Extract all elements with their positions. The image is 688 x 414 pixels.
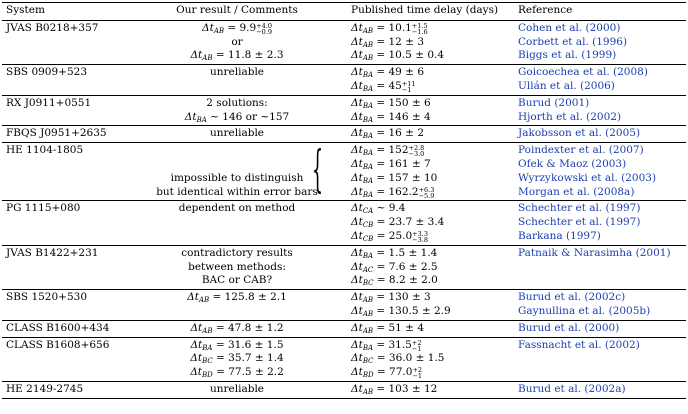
image-pair-subscript: BA bbox=[362, 115, 374, 124]
delay-value: ∼ 9.4 bbox=[373, 202, 406, 215]
delta-symbol: Δt bbox=[190, 321, 203, 334]
delta-symbol: Δt bbox=[351, 144, 363, 157]
upper-error: +1.5 bbox=[411, 21, 428, 30]
published-delay bbox=[351, 261, 438, 274]
published-delay bbox=[351, 66, 424, 79]
published-delay bbox=[351, 144, 424, 157]
delta-symbol: Δt bbox=[202, 21, 214, 34]
upper-error: +4.0 bbox=[256, 21, 272, 30]
reference-link[interactable]: Burud et al. (2002c) bbox=[518, 291, 626, 304]
delta-symbol: Δt bbox=[190, 49, 203, 62]
delay-value: = 36.0 ± 1.5 bbox=[373, 352, 445, 365]
image-pair-subscript: BD bbox=[362, 371, 374, 380]
delay-value: = 125.8 ± 2.1 bbox=[209, 291, 287, 304]
image-pair-subscript: BA bbox=[196, 115, 207, 124]
reference-link[interactable]: Morgan et al. (2008a) bbox=[518, 185, 635, 198]
upper-error: +2 bbox=[411, 338, 422, 347]
published-delay bbox=[351, 202, 405, 215]
table-row bbox=[2, 290, 686, 320]
result-line bbox=[126, 339, 348, 352]
delay-value: = 8.2 ± 2.0 bbox=[373, 274, 438, 287]
delta-symbol: Δt bbox=[351, 229, 363, 242]
result-line: dependent on method bbox=[178, 202, 296, 215]
error-bounds bbox=[412, 23, 428, 35]
delta-symbol: Δt bbox=[351, 21, 363, 34]
delta-symbol: Δt bbox=[184, 110, 197, 123]
upper-error: +2.8 bbox=[408, 144, 425, 153]
delta-symbol: Δt bbox=[351, 202, 363, 215]
brace-symbol: { bbox=[312, 140, 324, 199]
image-pair-subscript: BA bbox=[202, 343, 213, 352]
reference-link[interactable]: Biggs et al. (1999) bbox=[518, 49, 617, 62]
table-row bbox=[2, 321, 686, 337]
table-row bbox=[2, 140, 686, 200]
system-name: SBS 1520+530 bbox=[6, 291, 88, 304]
delta-symbol: Δt bbox=[351, 157, 363, 170]
delay-value: = 150 ± 6 bbox=[373, 96, 431, 109]
image-pair-subscript: BA bbox=[362, 101, 374, 110]
image-pair-subscript: BA bbox=[362, 343, 374, 352]
image-pair-subscript: AB bbox=[202, 326, 213, 335]
error-bounds bbox=[419, 187, 435, 199]
error-bounds bbox=[412, 340, 422, 352]
published-delay bbox=[351, 366, 422, 379]
error-bounds bbox=[412, 231, 428, 243]
delta-symbol: Δt bbox=[351, 216, 363, 229]
published-delay bbox=[351, 158, 431, 171]
delay-value: = 162.2 bbox=[373, 185, 419, 198]
delay-value: = 161 ± 7 bbox=[373, 157, 431, 170]
published-delay bbox=[351, 36, 424, 49]
delay-value: = 49 ± 6 bbox=[373, 66, 425, 79]
delay-value: = 152 bbox=[373, 144, 409, 157]
result-line: but identical within error bars bbox=[156, 185, 318, 198]
table-row bbox=[2, 382, 686, 398]
image-pair-subscript: BC bbox=[362, 357, 374, 366]
reference-link[interactable]: Goicoechea et al. (2008) bbox=[518, 66, 648, 79]
published-delay bbox=[351, 291, 431, 304]
result-line: impossible to distinguish bbox=[170, 171, 304, 184]
reference-link[interactable]: Patnaik & Narasimha (2001) bbox=[518, 246, 671, 259]
delta-symbol: Δt bbox=[351, 49, 363, 62]
image-pair-subscript: BC bbox=[202, 357, 213, 366]
reference-link[interactable]: Gaynullina et al. (2005b) bbox=[518, 304, 651, 317]
system-name: JVAS B0218+357 bbox=[6, 21, 99, 34]
image-pair-subscript: BA bbox=[362, 149, 374, 158]
system-name: PG 1115+080 bbox=[6, 202, 81, 215]
result-line: unreliable bbox=[209, 127, 265, 140]
published-delay bbox=[351, 352, 444, 365]
delay-value: ∼ 146 or ∼157 bbox=[206, 110, 290, 123]
upper-error: +11 bbox=[401, 79, 416, 88]
lower-error: −3.0 bbox=[408, 150, 425, 159]
delay-value: = 23.7 ± 3.4 bbox=[373, 216, 445, 229]
delay-value: = 103 ± 12 bbox=[373, 383, 438, 395]
image-pair-subscript: AB bbox=[198, 296, 210, 305]
delay-value: = 12 ± 3 bbox=[373, 35, 425, 48]
image-pair-subscript: BA bbox=[362, 176, 374, 185]
image-pair-subscript: AB bbox=[213, 26, 225, 35]
result-line: or bbox=[231, 35, 243, 48]
published-delay bbox=[351, 49, 444, 62]
image-pair-subscript: AB bbox=[362, 326, 374, 335]
result-line: between methods: bbox=[188, 260, 286, 273]
error-bounds bbox=[256, 23, 272, 35]
reference-link[interactable]: Schechter et al. (1997) bbox=[518, 202, 641, 215]
error-bounds bbox=[409, 145, 425, 157]
lower-error: −3.8 bbox=[412, 235, 428, 244]
delta-symbol: Δt bbox=[351, 246, 363, 259]
upper-error: +2 bbox=[412, 366, 423, 375]
image-pair-subscript: BA bbox=[362, 251, 374, 260]
reference-link[interactable]: Corbett et al. (1996) bbox=[518, 35, 628, 48]
header-published: Published time delay (days) bbox=[351, 4, 499, 16]
image-pair-subscript: BA bbox=[362, 132, 374, 141]
result-line: contradictory results bbox=[181, 246, 293, 259]
system-name: SBS 0909+523 bbox=[6, 66, 88, 79]
table-row bbox=[2, 201, 686, 244]
header-system: System bbox=[6, 4, 45, 16]
header-result: Our result / Comments bbox=[176, 4, 298, 16]
reference-link[interactable]: Barkana (1997) bbox=[518, 229, 601, 242]
result-line bbox=[126, 322, 348, 335]
delta-symbol: Δt bbox=[351, 171, 363, 184]
image-pair-subscript: AB bbox=[362, 26, 374, 35]
delta-symbol: Δt bbox=[351, 260, 363, 273]
result-line: unreliable bbox=[209, 66, 265, 79]
lower-error: −5.9 bbox=[418, 191, 435, 200]
reference-link[interactable]: Schechter et al. (1997) bbox=[518, 216, 641, 229]
delay-value: = 1.5 ± 1.4 bbox=[373, 246, 438, 259]
image-pair-subscript: AB bbox=[202, 54, 213, 63]
lower-error: −1 bbox=[401, 85, 412, 94]
published-delay bbox=[351, 305, 451, 318]
published-delay bbox=[351, 97, 431, 110]
delay-value: = 51 ± 4 bbox=[373, 321, 425, 334]
result-line bbox=[126, 352, 348, 365]
delay-value: = 11.8 ± 2.3 bbox=[212, 49, 284, 62]
published-delay bbox=[351, 247, 437, 260]
published-delay bbox=[351, 80, 416, 93]
image-pair-subscript: BA bbox=[362, 190, 374, 199]
delta-symbol: Δt bbox=[351, 127, 363, 140]
published-delay bbox=[351, 172, 437, 185]
system-name: HE 2149-2745 bbox=[6, 383, 84, 395]
table-row bbox=[2, 21, 686, 64]
delay-value: = 146 ± 4 bbox=[373, 110, 431, 123]
delay-value: = 31.6 ± 1.5 bbox=[212, 338, 284, 351]
image-pair-subscript: AB bbox=[362, 309, 374, 318]
reference-link[interactable]: Hjorth et al. (2002) bbox=[518, 110, 622, 123]
delta-symbol: Δt bbox=[351, 383, 363, 395]
result-line: 2 solutions: bbox=[206, 96, 268, 109]
reference-link[interactable]: Ofek & Maoz (2003) bbox=[518, 157, 627, 170]
reference-link[interactable]: Burud (2001) bbox=[518, 96, 590, 109]
delta-symbol: Δt bbox=[351, 96, 363, 109]
published-delay bbox=[351, 322, 424, 335]
delta-symbol: Δt bbox=[351, 291, 363, 304]
lower-error: −1 bbox=[411, 344, 422, 353]
table-row bbox=[2, 338, 686, 381]
delay-value: = 31.5 bbox=[373, 338, 412, 351]
delta-symbol: Δt bbox=[190, 352, 203, 365]
header-reference: Reference bbox=[518, 4, 573, 16]
reference-link[interactable]: Jakobsson et al. (2005) bbox=[518, 127, 641, 140]
delta-symbol: Δt bbox=[187, 291, 199, 304]
delta-symbol: Δt bbox=[351, 338, 363, 351]
reference-link[interactable]: Ullán et al. (2006) bbox=[518, 79, 615, 92]
result-line bbox=[126, 22, 348, 35]
image-pair-subscript: BA bbox=[362, 84, 374, 93]
system-name: CLASS B1608+656 bbox=[6, 338, 110, 351]
delta-symbol: Δt bbox=[351, 79, 363, 92]
delay-value: = 10.1 bbox=[373, 21, 412, 34]
table-row bbox=[2, 126, 686, 142]
delta-symbol: Δt bbox=[351, 352, 363, 365]
published-delay bbox=[351, 339, 421, 352]
reference-link[interactable]: Burud et al. (2002a) bbox=[518, 383, 626, 395]
published-delay bbox=[351, 274, 438, 287]
published-delay bbox=[351, 230, 428, 243]
result-line bbox=[126, 291, 348, 304]
result-line bbox=[126, 111, 348, 124]
result-line bbox=[126, 49, 348, 62]
delay-value: = 130 ± 3 bbox=[373, 291, 431, 304]
result-line bbox=[126, 366, 348, 379]
delay-value: = 47.8 ± 1.2 bbox=[212, 321, 284, 334]
delay-value: = 7.6 ± 2.5 bbox=[373, 260, 438, 273]
delay-value: = 25.0 bbox=[373, 229, 413, 242]
delta-symbol: Δt bbox=[190, 338, 203, 351]
delta-symbol: Δt bbox=[351, 35, 363, 48]
system-name: JVAS B1422+231 bbox=[6, 246, 99, 259]
image-pair-subscript: AB bbox=[362, 388, 374, 396]
delay-value: = 10.5 ± 0.4 bbox=[373, 49, 445, 62]
published-delay bbox=[351, 216, 444, 229]
delay-value: = 45 bbox=[373, 79, 402, 92]
delay-value: = 77.5 ± 2.2 bbox=[212, 366, 284, 379]
image-pair-subscript: BD bbox=[202, 371, 213, 380]
table-row bbox=[2, 65, 686, 95]
reference-link[interactable]: Wyrzykowski et al. (2003) bbox=[518, 171, 657, 184]
published-delay bbox=[351, 127, 424, 140]
delta-symbol: Δt bbox=[351, 274, 363, 287]
row-rule bbox=[2, 398, 686, 399]
error-bounds bbox=[402, 81, 416, 93]
result-line: unreliable bbox=[209, 383, 265, 395]
system-name: HE 1104-1805 bbox=[6, 144, 84, 157]
delta-symbol: Δt bbox=[351, 66, 363, 79]
published-delay bbox=[351, 22, 428, 35]
published-delay bbox=[351, 383, 437, 396]
image-pair-subscript: AB bbox=[362, 296, 374, 305]
lower-error: −1.6 bbox=[411, 27, 428, 36]
upper-error: +6.3 bbox=[418, 185, 435, 194]
reference-link[interactable]: Cohen et al. (2000) bbox=[518, 21, 621, 34]
delay-value: = 77.0 bbox=[373, 366, 413, 379]
error-bounds bbox=[412, 367, 422, 379]
lower-error: −1 bbox=[412, 372, 423, 381]
system-name: CLASS B1600+434 bbox=[6, 321, 110, 334]
image-pair-subscript: CB bbox=[362, 234, 374, 243]
reference-link[interactable]: Fassnacht et al. (2002) bbox=[518, 338, 640, 351]
delta-symbol: Δt bbox=[351, 321, 363, 334]
published-delay bbox=[351, 111, 431, 124]
table-row bbox=[2, 246, 686, 289]
reference-link[interactable]: Burud et al. (2000) bbox=[518, 321, 620, 334]
table-header bbox=[2, 3, 686, 19]
image-pair-subscript: AB bbox=[362, 40, 374, 49]
image-pair-subscript: AC bbox=[362, 265, 374, 274]
reference-link[interactable]: Poindexter et al. (2007) bbox=[518, 144, 644, 157]
system-name: RX J0911+0551 bbox=[6, 96, 92, 109]
delta-symbol: Δt bbox=[351, 185, 363, 198]
image-pair-subscript: CB bbox=[362, 221, 374, 230]
image-pair-subscript: CA bbox=[362, 207, 374, 216]
delay-value: = 16 ± 2 bbox=[373, 127, 425, 140]
delta-symbol: Δt bbox=[351, 304, 363, 317]
published-delay bbox=[351, 186, 434, 199]
upper-error: +3.3 bbox=[412, 229, 428, 238]
delay-value: = 157 ± 10 bbox=[373, 171, 438, 184]
image-pair-subscript: BA bbox=[362, 162, 374, 171]
delay-value: = 35.7 ± 1.4 bbox=[212, 352, 284, 365]
delay-value: = 130.5 ± 2.9 bbox=[373, 304, 451, 317]
delay-value: = 9.9 bbox=[224, 21, 257, 34]
delta-symbol: Δt bbox=[351, 110, 363, 123]
lower-error: −0.9 bbox=[256, 27, 272, 36]
system-name: FBQS J0951+2635 bbox=[6, 127, 107, 140]
delta-symbol: Δt bbox=[190, 366, 202, 379]
image-pair-subscript: AB bbox=[362, 54, 374, 63]
delta-symbol: Δt bbox=[351, 366, 363, 379]
image-pair-subscript: BC bbox=[362, 279, 374, 288]
result-line: BAC or CAB? bbox=[201, 274, 273, 287]
table-row bbox=[2, 96, 686, 126]
image-pair-subscript: BA bbox=[362, 71, 374, 80]
